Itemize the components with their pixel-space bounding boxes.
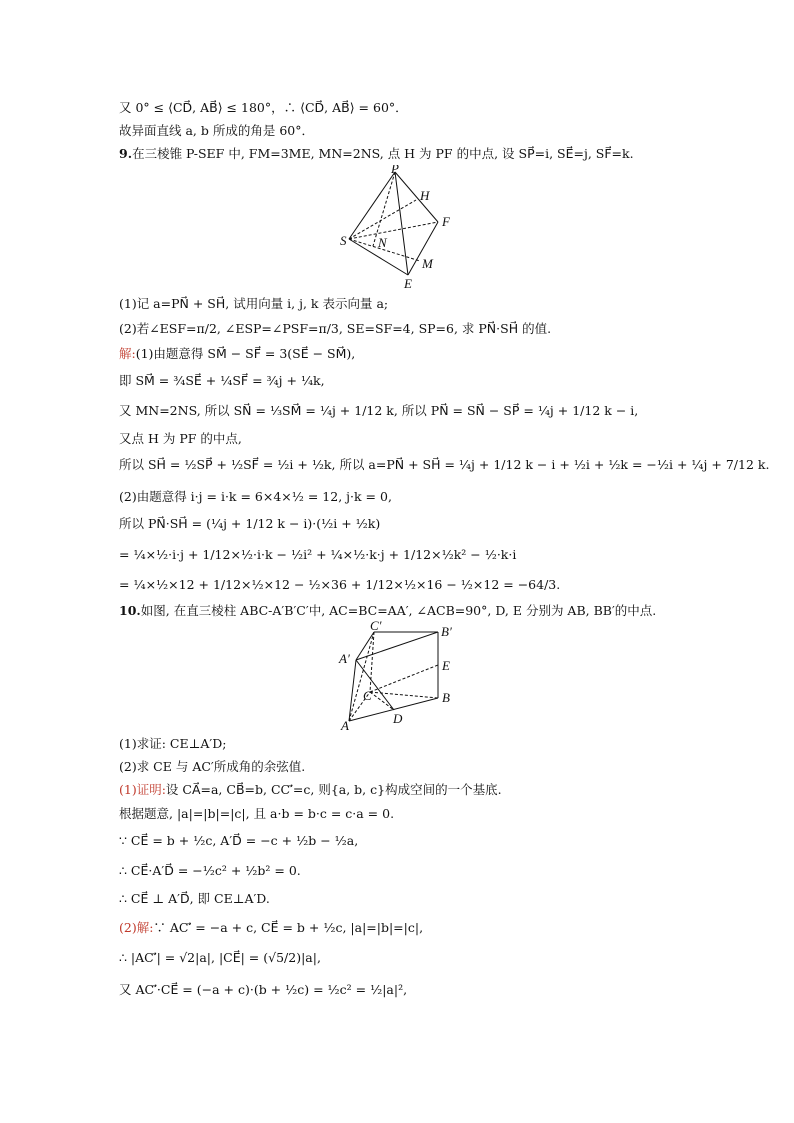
figure1-label: S — [340, 233, 347, 248]
prism-figure — [338, 620, 463, 735]
text-line: 所以 PN⃗·SH⃗ = (¼j + 1/12 k − i)·(½i + ½k) — [119, 516, 381, 531]
text-line: 又 AC′⃗·CE⃗ = (−a + c)·(b + ½c) = ½c² = ½|a|², — [119, 982, 408, 997]
text-line: = ¼×½·i·j + 1/12×½·i·k − ½i² + ¼×½·k·j + 1/12×½k² − ½·k·i — [119, 547, 517, 562]
text-line: 根据题意, |a|=|b|=|c|, 且 a·b = b·c = c·a = 0. — [119, 806, 395, 821]
text-line: (2)若∠ESF=π/2, ∠ESP=∠PSF=π/3, SE=SF=4, SP=6, 求 PN⃗·SH⃗ 的值. — [119, 321, 552, 336]
figure1-label: F — [442, 214, 450, 229]
text-line: (1)求证: CE⊥A′D; — [119, 736, 227, 751]
figure2-label: D — [393, 711, 403, 726]
figure2-label: E — [442, 658, 450, 673]
text-line: 所以 SH⃗ = ½SP⃗ + ½SF⃗ = ½i + ½k, 所以 a=PN⃗ + SH⃗ = ¼j + 1/12 k − i + ½i + ½k = −½i + ¼j + 7/12 k. — [119, 457, 770, 472]
text-line: 又点 H 为 PF 的中点, — [119, 431, 242, 446]
text-line: 即 SM⃗ = ¾SE⃗ + ¼SF⃗ = ¾j + ¼k, — [119, 373, 325, 388]
problem-10-statement: 10.如图, 在直三棱柱 ABC-A′B′C′中, AC=BC=AA′, ∠ACB=90°, D, E 分别为 AB, BB′的中点. — [119, 603, 657, 618]
figure2-label: A′ — [339, 651, 350, 666]
text-line: = ¼×½×12 + 1/12×½×12 − ½×36 + 1/12×½×16 − ½×12 = −64/3. — [119, 577, 561, 592]
solution-label: (2)解: — [119, 920, 154, 935]
tetrahedron-figure — [338, 165, 458, 290]
figure2-label: B′ — [441, 624, 452, 639]
figure1-label: N — [378, 235, 387, 250]
text-line: ∴ CE⃗·A′D⃗ = −½c² + ½b² = 0. — [119, 863, 301, 878]
figure1-label: H — [420, 188, 430, 203]
figure2-label: C′ — [370, 620, 382, 633]
text-line: 故异面直线 a, b 所成的角是 60°． — [119, 123, 314, 138]
solution-line: 解:(1)由题意得 SM⃗ − SF⃗ = 3(SE⃗ − SM⃗), — [119, 346, 356, 361]
text-line: 又 0° ≤ ⟨CD⃗, AB⃗⟩ ≤ 180°，∴ ⟨CD⃗, AB⃗⟩ = 60°． — [119, 100, 408, 115]
text-line: ∴ |AC′⃗| = √2|a|, |CE⃗| = (√5/2)|a|, — [119, 950, 321, 965]
solution-line: (2)解:∵ AC′⃗ = −a + c, CE⃗ = b + ½c, |a|=|b|=|c|, — [119, 920, 424, 935]
text-line: (2)求 CE 与 AC′所成角的余弦值. — [119, 759, 306, 774]
figure2-label: C — [363, 688, 372, 703]
figure1-label: M — [422, 256, 433, 271]
figure1-label: P — [391, 165, 399, 176]
proof-line: (1)证明:设 CA⃗=a, CB⃗=b, CC′⃗=c, 则{a, b, c}构成空间的一个基底. — [119, 782, 502, 797]
problem-9-statement: 9.在三棱锥 P-SEF 中, FM=3ME, MN=2NS, 点 H 为 PF 的中点, 设 SP⃗=i, SE⃗=j, SF⃗=k. — [119, 146, 634, 161]
figure1-label: E — [404, 276, 412, 290]
text-line: (1)记 a=PN⃗ + SH⃗, 试用向量 i, j, k 表示向量 a; — [119, 296, 389, 311]
text-line: ∴ CE⃗ ⊥ A′D⃗, 即 CE⊥A′D. — [119, 891, 270, 906]
figure2-label: A — [341, 718, 349, 733]
proof-label: (1)证明: — [119, 782, 166, 797]
text-line: 又 MN=2NS, 所以 SN⃗ = ⅓SM⃗ = ¼j + 1/12 k, 所以 PN⃗ = SN⃗ − SP⃗ = ¼j + 1/12 k − i, — [119, 403, 639, 418]
text-line: ∵ CE⃗ = b + ½c, A′D⃗ = −c + ½b − ½a, — [119, 833, 359, 848]
text-line: (2)由题意得 i·j = i·k = 6×4×½ = 12, j·k = 0, — [119, 489, 392, 504]
figure2-label: B — [442, 690, 450, 705]
solution-label: 解: — [119, 346, 136, 361]
